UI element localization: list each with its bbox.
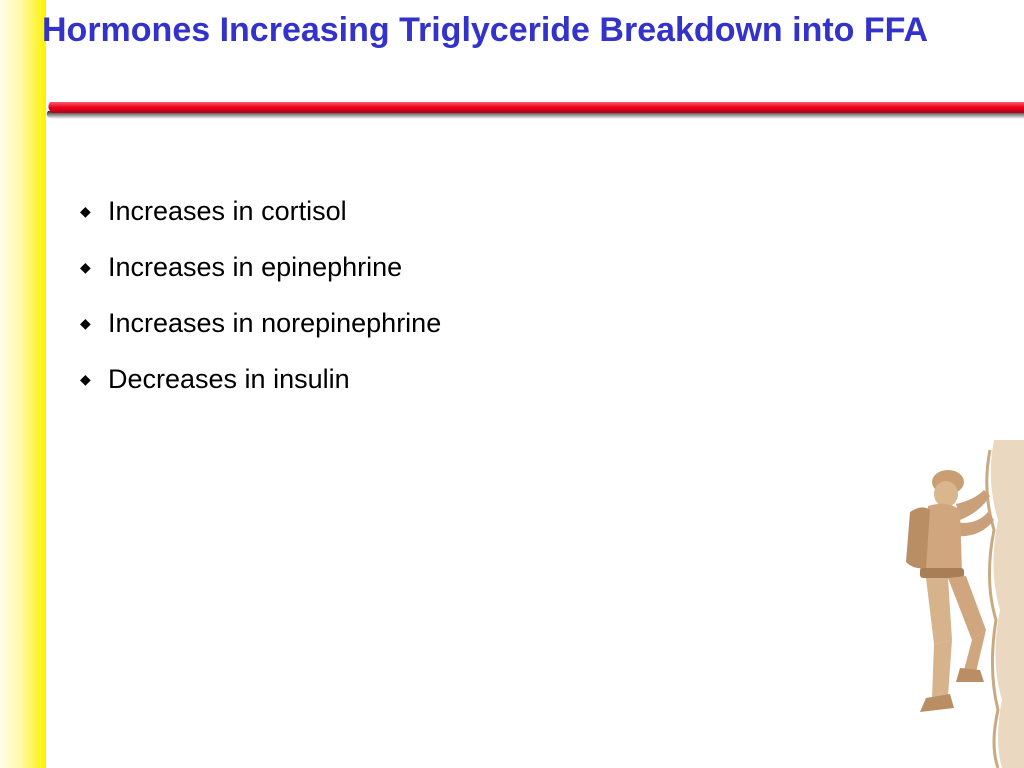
diamond-bullet-icon: ◆ — [80, 258, 91, 275]
bullet-item-insulin — [80, 351, 441, 407]
bullet-list — [80, 183, 441, 407]
rock-climber-icon — [890, 440, 1024, 768]
bullet-text: Decreases in insulin — [108, 363, 350, 394]
bullet-text: Increases in epinephrine — [108, 251, 403, 282]
bullet-item-norepinephrine — [80, 295, 441, 351]
diamond-bullet-icon: ◆ — [80, 202, 91, 219]
slide-title: Hormones Increasing Triglyceride Breakdown into FFA — [42, 11, 929, 49]
bullet-item-cortisol — [80, 183, 441, 239]
diamond-bullet-icon: ◆ — [80, 314, 91, 331]
bullet-item-epinephrine — [80, 239, 441, 295]
diamond-bullet-icon: ◆ — [80, 370, 91, 387]
slide-side-band — [0, 0, 46, 768]
bullet-text: Increases in cortisol — [108, 195, 347, 226]
title-underline-rule — [44, 100, 1024, 126]
bullet-text: Increases in norepinephrine — [108, 307, 442, 338]
